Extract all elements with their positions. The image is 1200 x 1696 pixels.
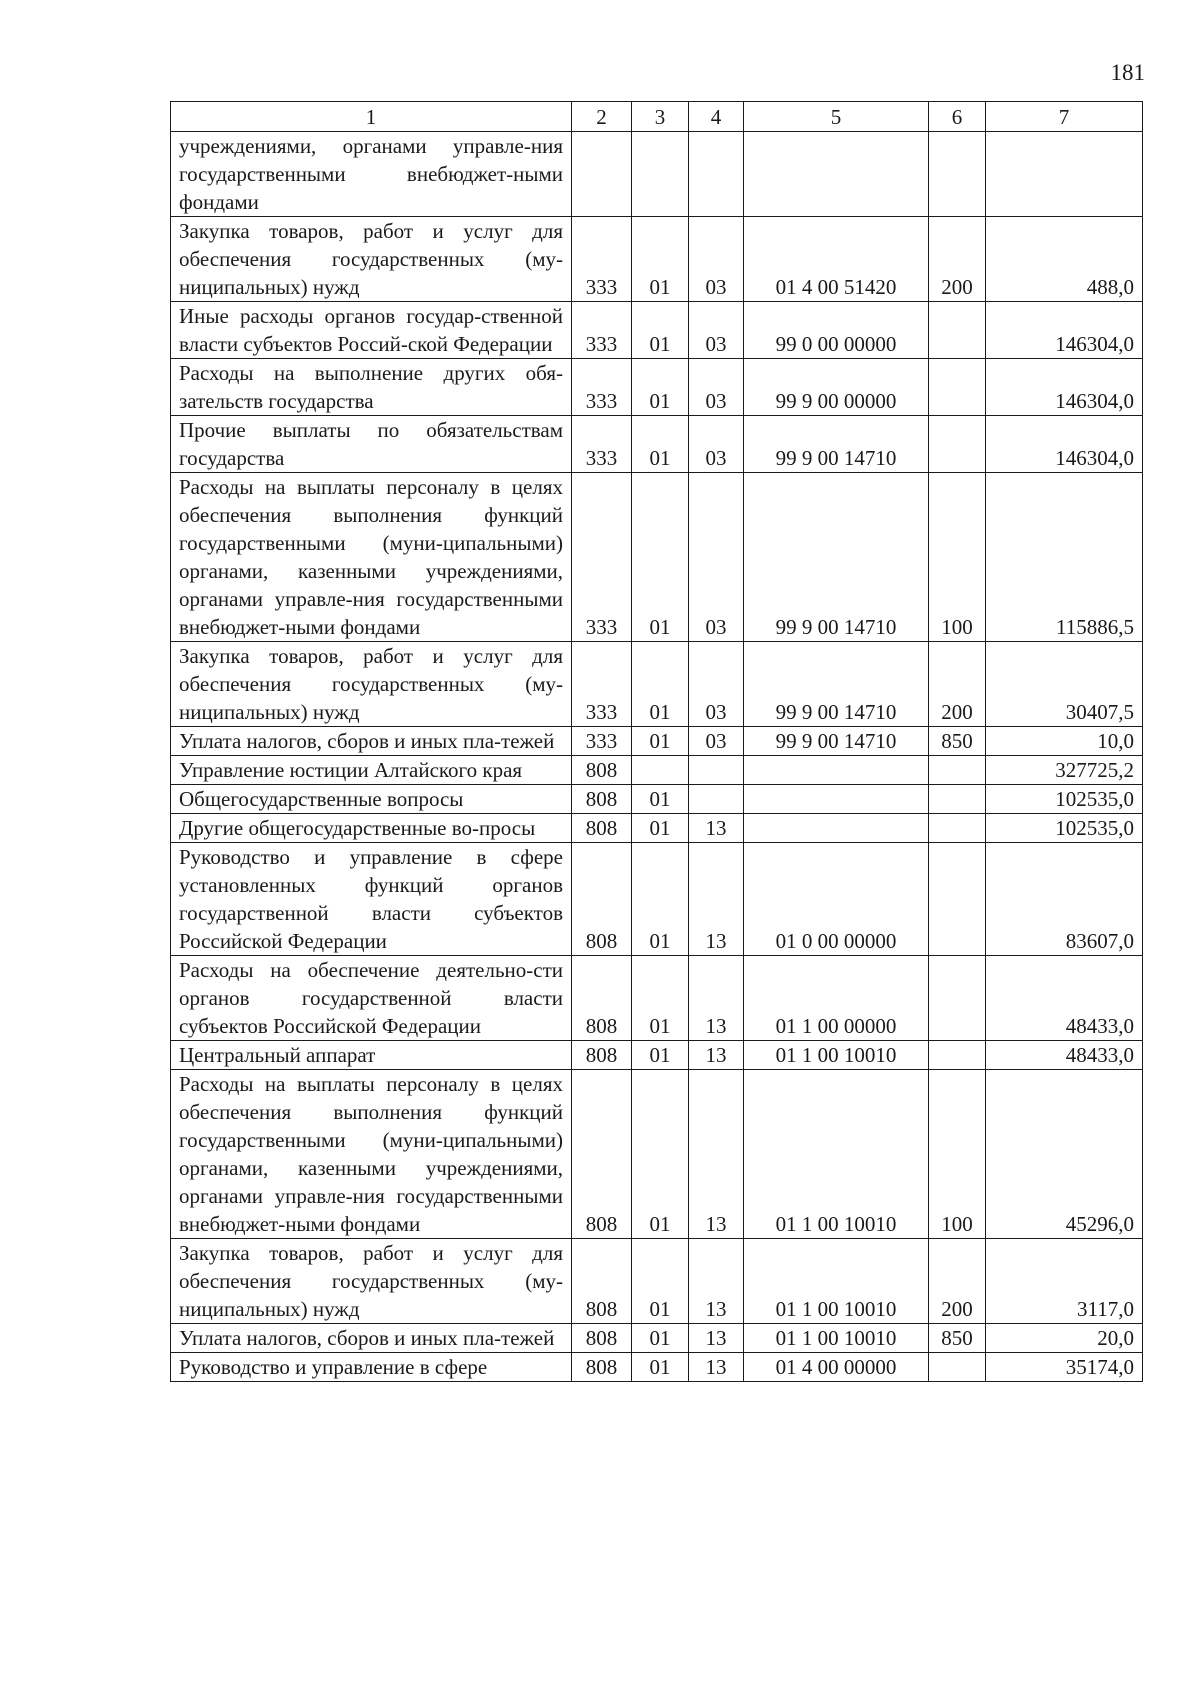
amount-cell: 102535,0 xyxy=(986,785,1143,814)
amount-cell: 45296,0 xyxy=(986,1070,1143,1239)
amount-cell xyxy=(986,132,1143,217)
subsection-code-cell: 03 xyxy=(689,217,744,302)
expense-type-cell xyxy=(929,302,986,359)
amount-cell: 30407,5 xyxy=(986,642,1143,727)
target-article-cell: 01 4 00 00000 xyxy=(744,1353,929,1382)
subsection-code-cell: 13 xyxy=(689,843,744,956)
ministry-code-cell: 808 xyxy=(572,756,632,785)
table-row xyxy=(171,359,1143,416)
expense-type-cell xyxy=(929,1041,986,1070)
expense-type-cell xyxy=(929,359,986,416)
page-number: 181 xyxy=(1110,60,1145,85)
table-row xyxy=(171,956,1143,1041)
expense-type-cell: 200 xyxy=(929,642,986,727)
ministry-code-cell: 333 xyxy=(572,473,632,642)
ministry-code-cell: 808 xyxy=(572,1239,632,1324)
target-article-cell: 99 9 00 14710 xyxy=(744,642,929,727)
section-code-cell: 01 xyxy=(632,302,689,359)
ministry-code-cell: 808 xyxy=(572,1070,632,1239)
table-row xyxy=(171,1041,1143,1070)
amount-cell: 35174,0 xyxy=(986,1353,1143,1382)
target-article-cell: 01 1 00 10010 xyxy=(744,1070,929,1239)
ministry-code-cell: 333 xyxy=(572,642,632,727)
section-code-cell: 01 xyxy=(632,473,689,642)
table-row xyxy=(171,416,1143,473)
expense-type-cell xyxy=(929,1353,986,1382)
subsection-code-cell xyxy=(689,132,744,217)
target-article-cell: 01 0 00 00000 xyxy=(744,843,929,956)
ministry-code-cell: 808 xyxy=(572,956,632,1041)
ministry-code-cell: 333 xyxy=(572,302,632,359)
table-row xyxy=(171,814,1143,843)
header-cell: 4 xyxy=(689,102,744,132)
row-name-cell: Центральный аппарат xyxy=(171,1041,572,1070)
section-code-cell: 01 xyxy=(632,416,689,473)
subsection-code-cell xyxy=(689,785,744,814)
header-cell: 7 xyxy=(986,102,1143,132)
amount-cell: 3117,0 xyxy=(986,1239,1143,1324)
expense-type-cell xyxy=(929,416,986,473)
subsection-code-cell: 03 xyxy=(689,642,744,727)
header-cell: 3 xyxy=(632,102,689,132)
subsection-code-cell: 03 xyxy=(689,473,744,642)
expense-type-cell xyxy=(929,956,986,1041)
ministry-code-cell: 808 xyxy=(572,814,632,843)
table-header-row xyxy=(171,102,1143,132)
subsection-code-cell: 13 xyxy=(689,814,744,843)
ministry-code-cell: 333 xyxy=(572,217,632,302)
target-article-cell xyxy=(744,814,929,843)
table-row xyxy=(171,1353,1143,1382)
table-row xyxy=(171,1070,1143,1239)
section-code-cell: 01 xyxy=(632,217,689,302)
expense-type-cell: 850 xyxy=(929,727,986,756)
section-code-cell: 01 xyxy=(632,642,689,727)
amount-cell: 20,0 xyxy=(986,1324,1143,1353)
amount-cell: 48433,0 xyxy=(986,1041,1143,1070)
ministry-code-cell: 808 xyxy=(572,843,632,956)
row-name-cell: Расходы на обеспечение деятельно-сти органов государственной власти субъектов Российской Федерации xyxy=(171,956,572,1041)
expense-type-cell: 200 xyxy=(929,1239,986,1324)
section-code-cell xyxy=(632,756,689,785)
row-name-cell: Прочие выплаты по обязательствам государства xyxy=(171,416,572,473)
row-name-cell: Расходы на выполнение других обя-зательств государства xyxy=(171,359,572,416)
row-name-cell: Расходы на выплаты персоналу в целях обеспечения выполнения функций государственными (муни-ципальными) органами, казенными учреждениями, органами управле-ния государственными внебюджет-ными фондами xyxy=(171,473,572,642)
subsection-code-cell: 03 xyxy=(689,727,744,756)
expense-type-cell: 200 xyxy=(929,217,986,302)
section-code-cell: 01 xyxy=(632,359,689,416)
section-code-cell: 01 xyxy=(632,785,689,814)
subsection-code-cell: 13 xyxy=(689,1353,744,1382)
section-code-cell xyxy=(632,132,689,217)
subsection-code-cell: 03 xyxy=(689,416,744,473)
target-article-cell: 01 1 00 10010 xyxy=(744,1041,929,1070)
ministry-code-cell: 808 xyxy=(572,785,632,814)
table-row xyxy=(171,756,1143,785)
target-article-cell: 01 1 00 10010 xyxy=(744,1324,929,1353)
target-article-cell xyxy=(744,785,929,814)
subsection-code-cell: 13 xyxy=(689,1239,744,1324)
subsection-code-cell: 03 xyxy=(689,302,744,359)
table-row xyxy=(171,1239,1143,1324)
amount-cell: 146304,0 xyxy=(986,302,1143,359)
target-article-cell: 99 9 00 14710 xyxy=(744,416,929,473)
row-name-cell: учреждениями, органами управле-ния государственными внебюджет-ными фондами xyxy=(171,132,572,217)
amount-cell: 102535,0 xyxy=(986,814,1143,843)
row-name-cell: Расходы на выплаты персоналу в целях обеспечения выполнения функций государственными (муни-ципальными) органами, казенными учреждениями, органами управле-ния государственными внебюджет-ными фондами xyxy=(171,1070,572,1239)
ministry-code-cell: 333 xyxy=(572,359,632,416)
target-article-cell xyxy=(744,132,929,217)
section-code-cell: 01 xyxy=(632,843,689,956)
header-cell: 1 xyxy=(171,102,572,132)
target-article-cell: 99 9 00 00000 xyxy=(744,359,929,416)
section-code-cell: 01 xyxy=(632,1324,689,1353)
target-article-cell: 01 1 00 10010 xyxy=(744,1239,929,1324)
target-article-cell: 99 9 00 14710 xyxy=(744,727,929,756)
amount-cell: 83607,0 xyxy=(986,843,1143,956)
section-code-cell: 01 xyxy=(632,1353,689,1382)
ministry-code-cell xyxy=(572,132,632,217)
subsection-code-cell: 03 xyxy=(689,359,744,416)
section-code-cell: 01 xyxy=(632,727,689,756)
table-row xyxy=(171,642,1143,727)
expense-type-cell xyxy=(929,843,986,956)
header-cell: 6 xyxy=(929,102,986,132)
subsection-code-cell: 13 xyxy=(689,1070,744,1239)
table-row xyxy=(171,302,1143,359)
expense-type-cell: 850 xyxy=(929,1324,986,1353)
row-name-cell: Руководство и управление в сфере установленных функций органов государственной власти субъектов Российской Федерации xyxy=(171,843,572,956)
section-code-cell: 01 xyxy=(632,1239,689,1324)
subsection-code-cell: 13 xyxy=(689,1324,744,1353)
ministry-code-cell: 808 xyxy=(572,1324,632,1353)
row-name-cell: Руководство и управление в сфере xyxy=(171,1353,572,1382)
amount-cell: 488,0 xyxy=(986,217,1143,302)
row-name-cell: Иные расходы органов государ-ственной власти субъектов Россий-ской Федерации xyxy=(171,302,572,359)
row-name-cell: Закупка товаров, работ и услуг для обеспечения государственных (му-ниципальных) нужд xyxy=(171,1239,572,1324)
subsection-code-cell: 13 xyxy=(689,956,744,1041)
row-name-cell: Закупка товаров, работ и услуг для обеспечения государственных (му-ниципальных) нужд xyxy=(171,642,572,727)
expense-type-cell xyxy=(929,785,986,814)
ministry-code-cell: 808 xyxy=(572,1041,632,1070)
header-cell: 2 xyxy=(572,102,632,132)
table-row xyxy=(171,217,1143,302)
table-body xyxy=(171,132,1143,1382)
row-name-cell: Уплата налогов, сборов и иных пла-тежей xyxy=(171,1324,572,1353)
row-name-cell: Закупка товаров, работ и услуг для обеспечения государственных (му-ниципальных) нужд xyxy=(171,217,572,302)
expense-type-cell xyxy=(929,814,986,843)
subsection-code-cell: 13 xyxy=(689,1041,744,1070)
table-row xyxy=(171,1324,1143,1353)
target-article-cell: 99 0 00 00000 xyxy=(744,302,929,359)
section-code-cell: 01 xyxy=(632,814,689,843)
row-name-cell: Общегосударственные вопросы xyxy=(171,785,572,814)
header-cell: 5 xyxy=(744,102,929,132)
table-row xyxy=(171,785,1143,814)
amount-cell: 115886,5 xyxy=(986,473,1143,642)
expense-type-cell: 100 xyxy=(929,473,986,642)
row-name-cell: Уплата налогов, сборов и иных пла-тежей xyxy=(171,727,572,756)
table-row xyxy=(171,843,1143,956)
amount-cell: 327725,2 xyxy=(986,756,1143,785)
amount-cell: 146304,0 xyxy=(986,416,1143,473)
ministry-code-cell: 333 xyxy=(572,727,632,756)
table-row xyxy=(171,132,1143,217)
target-article-cell: 01 1 00 00000 xyxy=(744,956,929,1041)
subsection-code-cell xyxy=(689,756,744,785)
row-name-cell: Управление юстиции Алтайского края xyxy=(171,756,572,785)
amount-cell: 146304,0 xyxy=(986,359,1143,416)
row-name-cell: Другие общегосударственные во-просы xyxy=(171,814,572,843)
amount-cell: 10,0 xyxy=(986,727,1143,756)
target-article-cell: 99 9 00 14710 xyxy=(744,473,929,642)
table-row xyxy=(171,473,1143,642)
ministry-code-cell: 808 xyxy=(572,1353,632,1382)
expense-type-cell xyxy=(929,756,986,785)
target-article-cell: 01 4 00 51420 xyxy=(744,217,929,302)
section-code-cell: 01 xyxy=(632,1041,689,1070)
section-code-cell: 01 xyxy=(632,956,689,1041)
expense-type-cell xyxy=(929,132,986,217)
table-row xyxy=(171,727,1143,756)
amount-cell: 48433,0 xyxy=(986,956,1143,1041)
target-article-cell xyxy=(744,756,929,785)
ministry-code-cell: 333 xyxy=(572,416,632,473)
budget-table xyxy=(170,101,1143,1382)
section-code-cell: 01 xyxy=(632,1070,689,1239)
expense-type-cell: 100 xyxy=(929,1070,986,1239)
